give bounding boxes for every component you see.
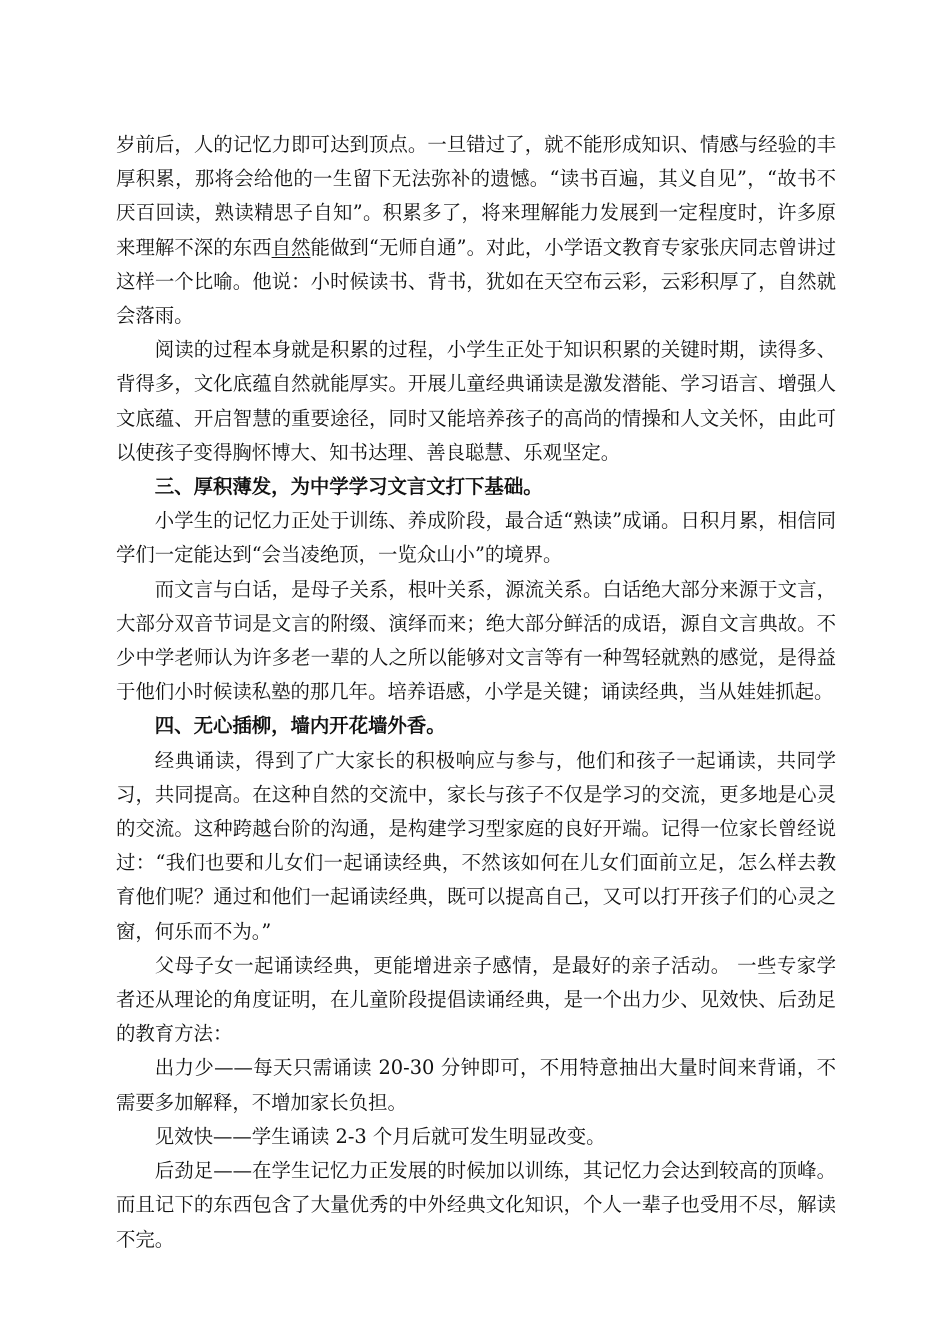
paragraph-text: 岁前后，人的记忆力即可达到顶点。一旦错过了，就不能形成知识、情感与经验的丰厚积累，那将会给他的一生留下无法弥补的遗憾。“读书百遍，其义自见”，“故书不厌百回读，熟读精思子自知”。积累多了，将来理解能力发展到一定程度时，许多原来理解不深的东西 <box>116 133 836 259</box>
underlined-word: 自然 <box>271 235 311 259</box>
paragraph: 阅读的过程本身就是积累的过程，小学生正处于知识积累的关键时期，读得多、背得多，文化底蕴自然就能厚实。开展儿童经典诵读是激发潜能、学习语言、增强人文底蕴、开启智慧的重要途径，同时又能培养孩子的高尚的情操和人文关怀，由此可以使孩子变得胸怀博大、知书达理、善良聪慧、乐观坚定。 <box>116 338 836 464</box>
paragraph: 出力少——每天只需诵读 20-30 分钟即可，不用特意抽出大量时间来背诵，不需要多加解释，不增加家长负担。 <box>116 1056 836 1114</box>
paragraph-continuation <box>116 128 836 333</box>
paragraph: 见效快——学生诵读 2-3 个月后就可发生明显改变。 <box>154 1124 606 1148</box>
section-heading-4: 四、无心插柳，墙内开花墙外香。 <box>154 714 446 738</box>
paragraph: 父母子女一起诵读经典，更能增进亲子感情，是最好的亲子活动。 一些专家学者还从理论的角度证明，在儿童阶段提倡读诵经典，是一个出力少、见效快、后劲足的教育方法： <box>116 953 836 1046</box>
section-heading-3: 三、厚积薄发，为中学学习文言文打下基础。 <box>154 475 543 499</box>
paragraph: 后劲足——在学生记忆力正发展的时候加以训练，其记忆力会达到较高的顶峰。而且记下的东西包含了大量优秀的中外经典文化知识，个人一辈子也受用不尽，解读不完。 <box>116 1159 836 1251</box>
paragraph-text: 能做到“无师自通”。对此，小学语文教育专家张庆同志曾讲过这样一个比喻。他说：小时候读书、背书，犹如在天空布云彩，云彩积厚了，自然就会落雨。 <box>116 235 837 328</box>
document-body <box>116 128 836 1257</box>
paragraph: 小学生的记忆力正处于训练、养成阶段，最合适“熟读”成诵。日积月累，相信同学们一定能达到“会当凌绝顶，一览众山小”的境界。 <box>116 509 836 567</box>
paragraph: 经典诵读，得到了广大家长的积极响应与参与，他们和孩子一起诵读，共同学习，共同提高。在这种自然的交流中，家长与孩子不仅是学习的交流，更多地是心灵的交流。这种跨越台阶的沟通，是构建学习型家庭的良好开端。记得一位家长曾经说过：“我们也要和儿女们一起诵读经典，不然该如何在儿女们面前立足，怎么样去教育他们呢？通过和他们一起诵读经典，既可以提高自己，又可以打开孩子们的心灵之窗，何乐而不为。” <box>116 748 836 943</box>
paragraph: 而文言与白话，是母子关系，根叶关系，源流关系。白话绝大部分来源于文言，大部分双音节词是文言的附缀、演绎而来；绝大部分鲜活的成语，源自文言典故。不少中学老师认为许多老一辈的人之所以能够对文言等有一种驾轻就熟的感觉，是得益于他们小时候读私塾的那几年。培养语感，小学是关键；诵读经典，当从娃娃抓起。 <box>116 577 836 704</box>
